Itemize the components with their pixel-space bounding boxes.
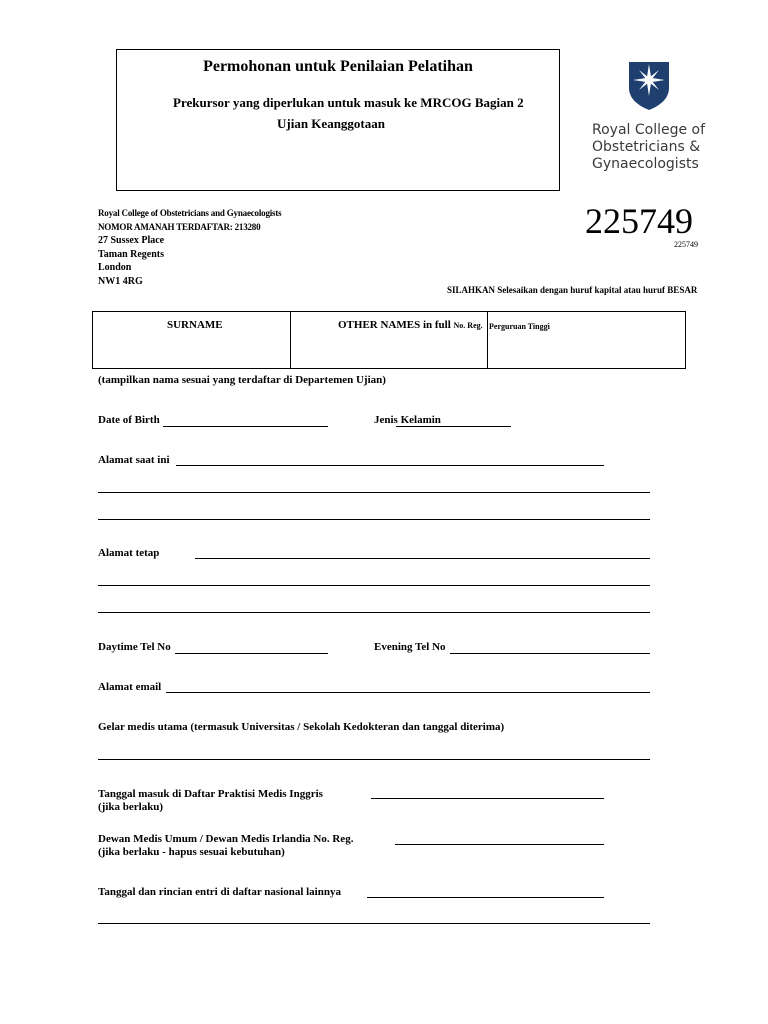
national-register-label: Tanggal dan rincian entri di daftar nasional lainnya — [98, 886, 341, 898]
uk-register-label: Tanggal masuk di Daftar Praktisi Medis Inggris — [98, 788, 323, 800]
name-note: (tampilkan nama sesuai yang terdaftar di Departemen Ujian) — [98, 374, 386, 386]
other-names-header — [338, 319, 483, 331]
form-subtitle-line2: Ujian Keanggotaan — [277, 116, 385, 131]
gmc-field[interactable] — [395, 844, 604, 845]
current-address-field-1[interactable] — [176, 465, 604, 466]
gender-label: Jenis Kelamin — [374, 414, 441, 426]
shield-star-icon — [627, 60, 671, 112]
name-table — [92, 311, 686, 369]
address-charity: NOMOR AMANAH TERDAFTAR: 213280 — [98, 221, 261, 232]
gender-field[interactable] — [396, 426, 511, 427]
permanent-address-field-3[interactable] — [98, 612, 650, 613]
logo-text: Royal College of Obstetricians & Gynaecologists — [592, 122, 706, 172]
university-header: Perguruan Tinggi — [489, 322, 550, 331]
capitals-instruction: SILAHKAN Selesaikan dengan huruf kapital atau huruf BESAR — [447, 285, 698, 295]
permanent-address-field-2[interactable] — [98, 585, 650, 586]
daytime-tel-label: Daytime Tel No — [98, 641, 171, 653]
title-box — [116, 49, 560, 191]
reg-no-label: No. Reg. — [453, 321, 483, 330]
current-address-label: Alamat saat ini — [98, 454, 170, 466]
address-city: London — [98, 262, 132, 273]
degree-label: Gelar medis utama (termasuk Universitas / Sekolah Kedokteran dan tanggal diterima) — [98, 721, 505, 733]
surname-header: SURNAME — [167, 319, 223, 331]
gmc-label: Dewan Medis Umum / Dewan Medis Irlandia No. Reg. — [98, 833, 354, 845]
rcog-logo — [590, 58, 720, 188]
form-title: Permohonan untuk Penilaian Pelatihan — [203, 58, 473, 75]
reference-number-small: 225749 — [674, 240, 698, 249]
evening-tel-field[interactable] — [450, 653, 650, 654]
national-register-field-1[interactable] — [367, 897, 604, 898]
current-address-field-2[interactable] — [98, 492, 650, 493]
other-names-label: OTHER NAMES in full — [338, 319, 451, 331]
daytime-tel-field[interactable] — [175, 653, 328, 654]
form-subtitle-line1: Prekursor yang diperlukan untuk masuk ke MRCOG Bagian 2 — [173, 95, 524, 110]
uk-register-note: (jika berlaku) — [98, 801, 164, 813]
current-address-field-3[interactable] — [98, 519, 650, 520]
address-street: 27 Sussex Place — [98, 235, 165, 246]
dob-field[interactable] — [163, 426, 328, 427]
address-area: Taman Regents — [98, 248, 165, 260]
address-postcode: NW1 4RG — [98, 275, 143, 287]
email-label: Alamat email — [98, 681, 162, 693]
permanent-address-field-1[interactable] — [195, 558, 650, 559]
evening-tel-label: Evening Tel No — [374, 641, 446, 653]
uk-register-field[interactable] — [371, 798, 604, 799]
email-field[interactable] — [166, 692, 650, 693]
degree-field[interactable] — [98, 759, 650, 760]
reference-number: 225749 — [585, 201, 693, 241]
dob-label: Date of Birth — [98, 414, 160, 426]
college-address — [98, 207, 281, 288]
permanent-address-label: Alamat tetap — [98, 547, 160, 559]
gmc-note: (jika berlaku - hapus sesuai kebutuhan) — [98, 846, 285, 858]
address-org: Royal College of Obstetricians and Gynaecologists — [98, 208, 282, 218]
national-register-field-2[interactable] — [98, 923, 650, 924]
